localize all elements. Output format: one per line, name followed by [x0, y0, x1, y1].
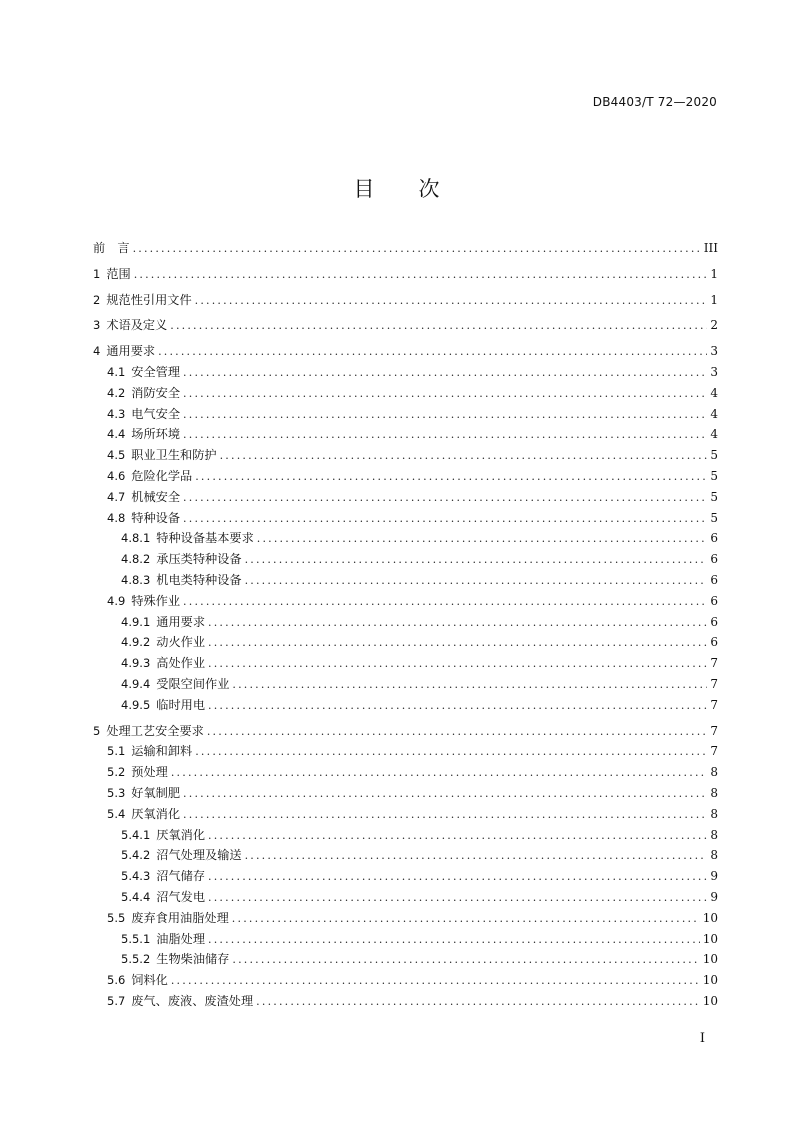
toc-entry-label: 运输和卸料 [131, 744, 193, 759]
toc-entry[interactable] [93, 762, 718, 783]
toc-leader-dots [220, 446, 708, 467]
toc-entry-label: 沼气储存 [156, 869, 206, 884]
toc-entry-page: 6 [710, 593, 718, 608]
toc-entry-label: 好氧制肥 [131, 785, 181, 800]
toc-entry-number: 5.4.3 [121, 869, 151, 884]
toc-entry[interactable] [93, 991, 718, 1012]
toc-entry-page: 8 [710, 806, 718, 821]
toc-leader-dots [208, 633, 707, 654]
toc-leader-dots [183, 784, 707, 805]
toc-entry-page: 10 [702, 973, 718, 988]
toc-leader-dots [232, 675, 707, 696]
toc-leader-dots [208, 613, 707, 634]
toc-entry-page: 3 [710, 344, 718, 359]
toc-entry[interactable] [93, 970, 718, 991]
toc-entry[interactable] [93, 290, 718, 311]
toc-leader-dots [183, 425, 707, 446]
toc-entry-page: 7 [710, 676, 718, 691]
toc-entry-label: 机电类特种设备 [156, 572, 242, 587]
toc-entry-label: 厌氧消化 [131, 806, 181, 821]
toc-entry-page: 10 [702, 910, 718, 925]
toc-entry-number: 5.2 [107, 765, 126, 780]
toc-entry-label: 废弃食用油脂处理 [131, 910, 229, 925]
toc-entry-page: 7 [710, 656, 718, 671]
toc-entry-label: 范围 [106, 266, 131, 281]
toc-entry-page: 7 [710, 697, 718, 712]
toc-entry-page: 4 [710, 385, 718, 400]
toc-leader-dots [208, 867, 707, 888]
toc-entry[interactable] [93, 591, 718, 612]
toc-leader-dots [208, 654, 707, 675]
toc-entry-label: 特种设备 [131, 510, 181, 525]
toc-entry-page: 3 [710, 364, 718, 379]
toc-entry-number: 4.9.2 [121, 635, 151, 650]
toc-entry-page: 9 [710, 869, 718, 884]
toc-entry[interactable] [93, 508, 718, 529]
toc-entry-page: 10 [702, 993, 718, 1008]
toc-leader-dots [183, 405, 707, 426]
toc-entry-number: 5.3 [107, 785, 126, 800]
toc-entry[interactable] [93, 866, 718, 887]
toc-entry-number: 4.9.3 [121, 656, 151, 671]
toc-entry[interactable] [93, 949, 718, 970]
toc-entry[interactable] [93, 238, 718, 259]
toc-leader-dots [245, 571, 708, 592]
toc-entry-label: 术语及定义 [106, 318, 168, 333]
toc-entry-page: 1 [710, 292, 718, 307]
title-char-left: 目 [353, 177, 375, 201]
toc-entry-page: 6 [710, 572, 718, 587]
toc-leader-dots [256, 992, 700, 1013]
toc-entry-page: 5 [710, 448, 718, 463]
toc-entry-number: 5.4.2 [121, 848, 151, 863]
toc-leader-dots [245, 550, 708, 571]
toc-entry[interactable] [93, 362, 718, 383]
toc-entry[interactable] [93, 466, 718, 487]
toc-leader-dots [195, 291, 708, 312]
toc-leader-dots [170, 316, 707, 337]
toc-entry-label: 安全管理 [131, 364, 181, 379]
toc-entry[interactable] [93, 845, 718, 866]
toc-entry-number: 4.8.2 [121, 552, 151, 567]
toc-entry[interactable] [93, 341, 718, 362]
toc-entry-page: 9 [710, 889, 718, 904]
toc-entry[interactable] [93, 721, 718, 742]
toc-entry-label: 动火作业 [156, 635, 206, 650]
title-char-right: 次 [418, 177, 440, 201]
toc-leader-dots [183, 488, 707, 509]
toc-entry-page: 6 [710, 531, 718, 546]
toc-entry-page: 7 [710, 723, 718, 738]
toc-entry-number: 4.8.1 [121, 531, 151, 546]
toc-entry-label: 承压类特种设备 [156, 552, 242, 567]
toc-entry-label: 沼气处理及输送 [156, 848, 242, 863]
toc-entry[interactable] [93, 929, 718, 950]
toc-entry[interactable] [93, 632, 718, 653]
toc-leader-dots [195, 467, 707, 488]
toc-leader-dots [183, 805, 707, 826]
toc-entry-label: 处理工艺安全要求 [106, 723, 204, 738]
toc-entry-number: 5.5.2 [121, 952, 151, 967]
toc-entry-page: 6 [710, 635, 718, 650]
toc-entry-page: 4 [710, 427, 718, 442]
toc-entry-number: 5 [93, 723, 101, 738]
toc-entry-number: 4.9 [107, 593, 126, 608]
toc-leader-dots [207, 722, 708, 743]
toc-entry-number: 5.4.1 [121, 827, 151, 842]
toc-entry[interactable] [93, 908, 718, 929]
toc-entry-number: 4.4 [107, 427, 126, 442]
toc-entry-label: 场所环境 [131, 427, 181, 442]
toc-entry-page: 7 [710, 744, 718, 759]
toc-entry-label: 油脂处理 [156, 931, 206, 946]
toc-entry-number: 4 [93, 344, 101, 359]
toc-leader-dots [208, 888, 707, 909]
footer-page-number: I [699, 1031, 705, 1046]
toc-entry-label: 电气安全 [131, 406, 181, 421]
toc-entry[interactable] [93, 783, 718, 804]
toc-entry-number: 3 [93, 318, 101, 333]
toc-entry-page: 6 [710, 552, 718, 567]
toc-entry-page: 8 [710, 765, 718, 780]
toc-entry-page: 5 [710, 510, 718, 525]
toc-leader-dots [208, 930, 700, 951]
toc-entry[interactable] [93, 487, 718, 508]
toc-entry-number: 4.2 [107, 385, 126, 400]
toc-entry[interactable] [93, 570, 718, 591]
toc-entry-page: 8 [710, 827, 718, 842]
toc-entry-page: 6 [710, 614, 718, 629]
toc-leader-dots [171, 763, 708, 784]
toc-entry-label: 前 言 [93, 241, 130, 255]
toc-leader-dots [183, 592, 707, 613]
table-of-contents [93, 238, 718, 1012]
document-id: DB4403/T 72—2020 [592, 95, 717, 109]
toc-entry-number: 4.9.1 [121, 614, 151, 629]
toc-entry-label: 受限空间作业 [156, 676, 230, 691]
toc-leader-dots [257, 529, 708, 550]
toc-entry[interactable] [93, 674, 718, 695]
toc-entry[interactable] [93, 264, 718, 285]
toc-entry-number: 5.5.1 [121, 931, 151, 946]
toc-entry-label: 厌氧消化 [156, 827, 206, 842]
toc-entry-label: 特种设备基本要求 [156, 531, 254, 546]
toc-entry-number: 5.4.4 [121, 889, 151, 904]
toc-entry-number: 5.5 [107, 910, 126, 925]
toc-entry-label: 消防安全 [131, 385, 181, 400]
toc-entry-number: 5.1 [107, 744, 126, 759]
toc-entry-label: 通用要求 [106, 344, 156, 359]
toc-leader-dots [158, 342, 707, 363]
toc-leader-dots [183, 509, 707, 530]
toc-entry-page: 5 [710, 489, 718, 504]
toc-entry[interactable] [93, 653, 718, 674]
toc-entry-number: 4.7 [107, 489, 126, 504]
toc-entry[interactable] [93, 825, 718, 846]
toc-leader-dots [232, 950, 699, 971]
toc-entry[interactable] [93, 445, 718, 466]
toc-leader-dots [183, 384, 707, 405]
toc-entry[interactable] [93, 612, 718, 633]
toc-leader-dots [171, 971, 700, 992]
toc-entry-number: 4.3 [107, 406, 126, 421]
toc-entry-number: 4.1 [107, 364, 126, 379]
toc-entry-label: 高处作业 [156, 656, 206, 671]
toc-entry-label: 职业卫生和防护 [131, 448, 217, 463]
toc-leader-dots [245, 846, 708, 867]
toc-entry-page: 8 [710, 848, 718, 863]
toc-entry-number: 5.7 [107, 993, 126, 1008]
toc-entry-number: 5.6 [107, 973, 126, 988]
toc-entry-label: 饲料化 [131, 973, 168, 988]
toc-entry[interactable] [93, 383, 718, 404]
toc-entry-number: 5.4 [107, 806, 126, 821]
toc-entry-page: 10 [702, 952, 718, 967]
toc-entry-page: III [703, 241, 718, 255]
toc-leader-dots [133, 239, 701, 260]
toc-leader-dots [195, 742, 707, 763]
toc-entry[interactable] [93, 528, 718, 549]
toc-leader-dots [134, 265, 708, 286]
toc-entry-page: 10 [702, 931, 718, 946]
toc-leader-dots [232, 909, 700, 930]
toc-entry[interactable] [93, 804, 718, 825]
toc-entry[interactable] [93, 549, 718, 570]
toc-entry-number: 1 [93, 266, 101, 281]
toc-entry[interactable] [93, 424, 718, 445]
page-title [0, 173, 793, 203]
toc-entry-page: 5 [710, 468, 718, 483]
toc-entry-label: 沼气发电 [156, 889, 206, 904]
toc-entry-label: 危险化学品 [131, 468, 193, 483]
toc-entry-number: 4.9.5 [121, 697, 151, 712]
toc-entry-label: 生物柴油储存 [156, 952, 230, 967]
toc-entry-number: 4.8 [107, 510, 126, 525]
toc-entry-number: 4.8.3 [121, 572, 151, 587]
toc-entry-number: 4.9.4 [121, 676, 151, 691]
toc-entry[interactable] [93, 887, 718, 908]
toc-entry-label: 废气、废液、废渣处理 [131, 993, 254, 1008]
toc-entry-number: 4.5 [107, 448, 126, 463]
toc-entry-page: 2 [710, 318, 718, 333]
toc-entry-label: 规范性引用文件 [106, 292, 192, 307]
toc-entry-label: 特殊作业 [131, 593, 181, 608]
toc-entry-label: 预处理 [131, 765, 168, 780]
toc-entry[interactable] [93, 404, 718, 425]
toc-entry[interactable] [93, 741, 718, 762]
toc-entry-page: 8 [710, 785, 718, 800]
toc-entry[interactable] [93, 315, 718, 336]
toc-leader-dots [208, 696, 707, 717]
toc-entry-label: 通用要求 [156, 614, 206, 629]
toc-entry-number: 2 [93, 292, 101, 307]
toc-entry-page: 1 [710, 266, 718, 281]
toc-entry-label: 机械安全 [131, 489, 181, 504]
toc-entry[interactable] [93, 695, 718, 716]
toc-entry-number: 4.6 [107, 468, 126, 483]
toc-entry-page: 4 [710, 406, 718, 421]
toc-entry-label: 临时用电 [156, 697, 206, 712]
toc-leader-dots [208, 826, 707, 847]
toc-leader-dots [183, 363, 707, 384]
